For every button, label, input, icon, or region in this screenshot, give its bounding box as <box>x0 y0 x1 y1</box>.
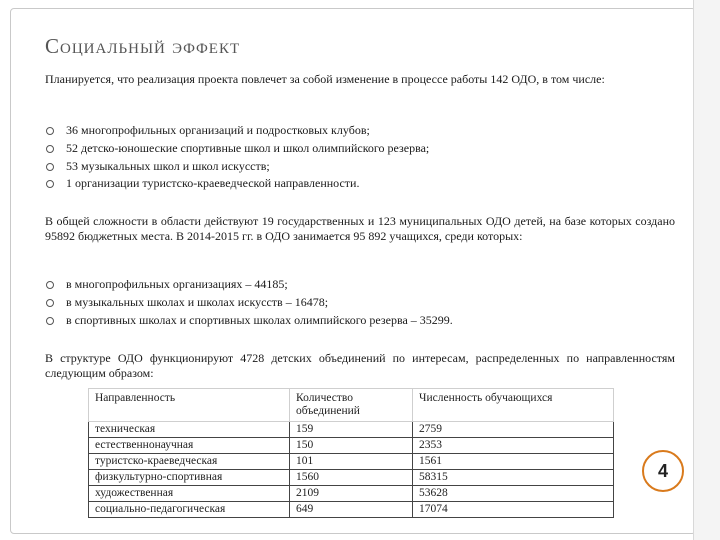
page-number-badge: 4 <box>642 450 684 492</box>
column-header: Численность обучающихся <box>413 389 614 422</box>
list-item: 52 детско-юношеские спортивные школ и школ олимпийского резерва; <box>45 140 675 158</box>
summary-paragraph: В общей сложности в области действуют 19 государственных и 123 муниципальных ОДО детей, на базе которых создано 95892 бюджетных места. В 2014-2015 гг. в ОДО занимается 95 892 учащихся, среди которых: <box>45 214 675 243</box>
table-row <box>89 486 614 502</box>
table-cell: 2759 <box>413 422 614 438</box>
table-cell: социально-педагогическая <box>89 502 290 518</box>
table-row <box>89 502 614 518</box>
table-cell: 1561 <box>413 454 614 470</box>
table-cell: 159 <box>290 422 413 438</box>
table-row <box>89 454 614 470</box>
bullet-icon <box>46 163 54 171</box>
table-cell: 58315 <box>413 470 614 486</box>
table-cell: туристско-краеведческая <box>89 454 290 470</box>
table-cell: художественная <box>89 486 290 502</box>
table-cell: 53628 <box>413 486 614 502</box>
bullet-icon <box>46 145 54 153</box>
organizations-list <box>45 122 675 193</box>
table-cell: 649 <box>290 502 413 518</box>
bullet-icon <box>46 299 54 307</box>
associations-table <box>88 388 614 518</box>
table-cell: 101 <box>290 454 413 470</box>
table-cell: естественнонаучная <box>89 438 290 454</box>
list-item: 36 многопрофильных организаций и подростковых клубов; <box>45 122 675 140</box>
list-item: 1 организации туристско-краеведческой направленности. <box>45 175 675 193</box>
structure-paragraph: В структуре ОДО функционируют 4728 детских объединений по интересам, распределенных по направленностям следующим образом: <box>45 351 675 380</box>
table-header-row <box>89 389 614 422</box>
table-cell: техническая <box>89 422 290 438</box>
table-row <box>89 422 614 438</box>
slide-title: Социальный эффект <box>45 34 241 58</box>
table-cell: 150 <box>290 438 413 454</box>
list-item: 53 музыкальных школ и школ искусств; <box>45 158 675 176</box>
intro-paragraph: Планируется, что реализация проекта повлечет за собой изменение в процессе работы 142 ОДО, в том числе: <box>45 72 605 86</box>
bullet-icon <box>46 281 54 289</box>
column-header: Направленность <box>89 389 290 422</box>
table-row <box>89 470 614 486</box>
bullet-icon <box>46 180 54 188</box>
list-item: в многопрофильных организациях – 44185; <box>45 276 675 294</box>
students-list <box>45 276 675 329</box>
bullet-icon <box>46 127 54 135</box>
table-cell: 1560 <box>290 470 413 486</box>
table-row <box>89 438 614 454</box>
column-header: Количество объединений <box>290 389 413 422</box>
list-item: в музыкальных школах и школах искусств – 16478; <box>45 294 675 312</box>
table-cell: 17074 <box>413 502 614 518</box>
slide-edge-band <box>693 0 720 540</box>
table-cell: физкультурно-спортивная <box>89 470 290 486</box>
table-cell: 2109 <box>290 486 413 502</box>
table-cell: 2353 <box>413 438 614 454</box>
list-item: в спортивных школах и спортивных школах олимпийского резерва – 35299. <box>45 312 675 330</box>
bullet-icon <box>46 317 54 325</box>
